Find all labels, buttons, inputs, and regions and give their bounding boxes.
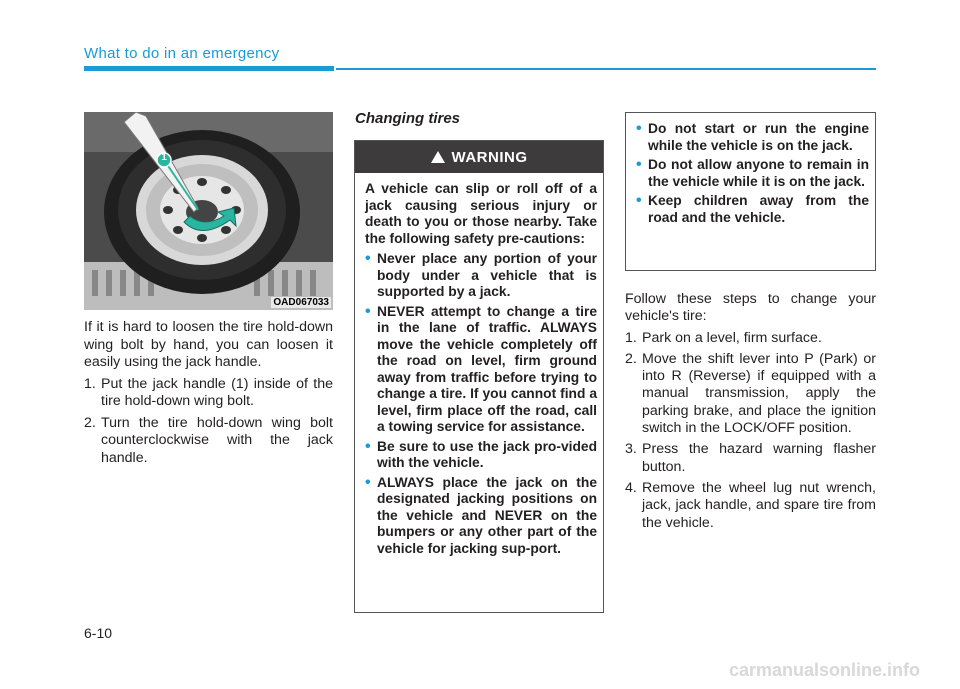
warning-intro: A vehicle can slip or roll off of a jack causing serious injury or death to you or those nearby. Take the following safety pre-cautions: [365,181,597,246]
section-header: What to do in an emergency [84,45,280,62]
list-item: 1. Put the jack handle (1) inside of the tire hold-down wing bolt. [84,375,333,409]
bullet-icon: • [636,156,642,173]
warning-triangle-icon [431,151,445,163]
warning-body [355,173,603,557]
list-item: • ALWAYS place the jack on the designated jacking positions on the vehicle and NEVER on the bumpers or any other part of the vehicle for jacking sup-port. [365,473,597,556]
bullet-icon: • [636,120,642,137]
list-item: • Do not start or run the engine while the vehicle is on the jack. [636,120,869,153]
watermark: carmanualsonline.info [729,660,921,680]
warning-label: WARNING [451,148,528,166]
header-bar-thick [84,66,334,71]
callout-number: 1 [161,152,167,163]
list-item: • Be sure to use the jack pro-vided with the vehicle. [365,437,597,470]
list-item: • Never place any portion of your body under a vehicle that is supported by a jack. [365,250,597,299]
list-item: 1. Park on a level, firm surface. [625,329,822,346]
right-column-text [625,291,876,536]
list-item: 2. Move the shift lever into P (Park) or into R (Reverse) if equipped with a manual transmission, apply the parking brake, and place the ignition switch in the LOCK/OFF position. [625,350,876,437]
right-intro: Follow these steps to change your vehicle's tire: [625,291,876,325]
warning-continued-box [625,112,876,271]
list-item: • Keep children away from the road and the vehicle. [636,192,869,225]
bullet-icon: • [365,302,371,320]
bullet-icon: • [365,250,371,267]
list-item: 2. Turn the tire hold-down wing bolt counterclockwise with the jack handle. [84,414,333,466]
spare-tire-illustration [84,112,333,310]
warning-header [355,141,603,173]
list-item: • NEVER attempt to change a tire in the lane of traffic. ALWAYS move the vehicle completely off the road on level, firm ground away from traffic before trying to change a tire. If you cannot find a level, firm place off the road, call a towing service for assistance. [365,302,597,434]
section-title: Changing tires [355,110,461,127]
list-item: 3. Press the hazard warning flasher button. [625,441,876,475]
bullet-icon: • [365,473,371,491]
figure-code: OAD067033 [273,297,329,308]
warning-continued-body [626,113,875,226]
bullet-icon: • [365,437,371,455]
warning-box [354,140,604,613]
left-intro: If it is hard to loosen the tire hold-down wing bolt by hand, you can loosen it easily using the jack handle. [84,319,333,370]
header-bar-thin [336,68,876,70]
page-number: 6-10 [84,625,113,641]
left-column-text [84,319,333,471]
list-item: 4. Remove the wheel lug nut wrench, jack, jack handle, and spare tire from the vehicle. [625,479,876,531]
list-item: • Do not allow anyone to remain in the vehicle while it is on the jack. [636,156,869,189]
bullet-icon: • [636,192,642,209]
